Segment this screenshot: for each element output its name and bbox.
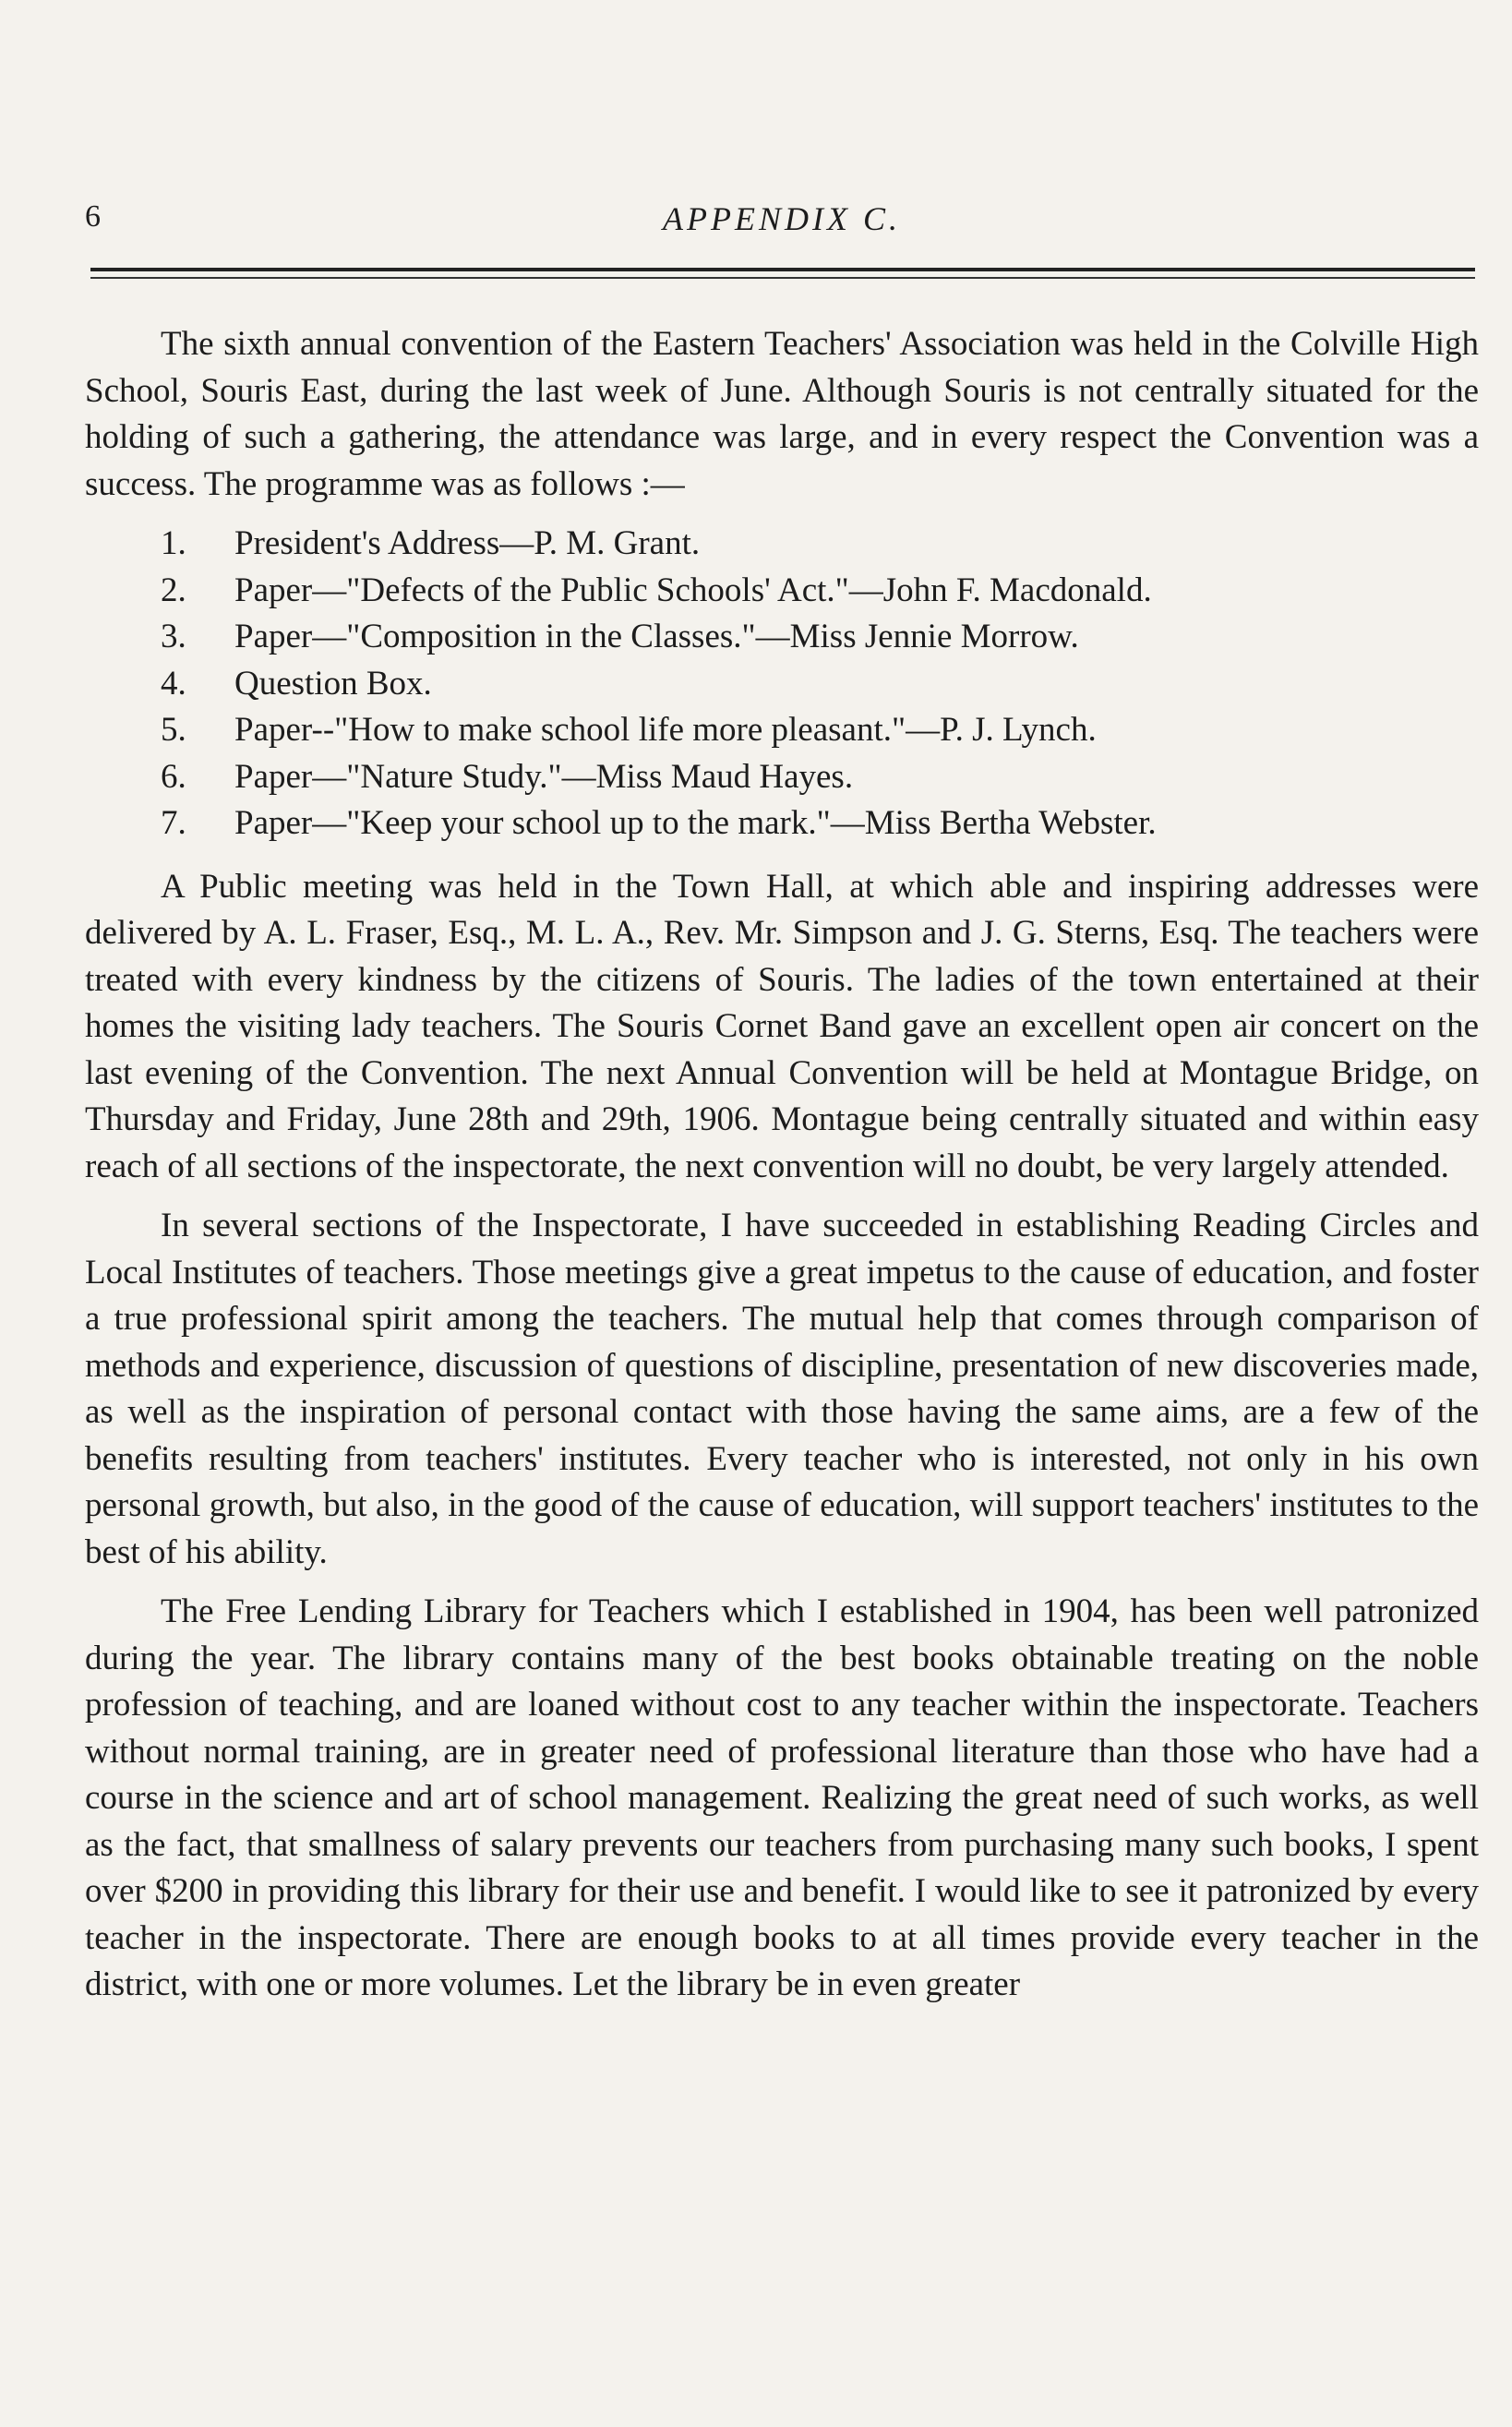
body-text [85,321,1479,2022]
list-item-text: Paper—"Nature Study."—Miss Maud Hayes. [234,757,854,796]
list-item-number: 5. [161,711,186,749]
list-item [85,661,1479,708]
paragraph-reading-circles: In several sections of the Inspectorate, I have succeeded in establishing Reading Circles and Local Institutes of teachers. Those meetings give a great impetus to the cause of education, and foster a true professional spirit among the teachers. The mutual help that comes through comparison of methods and experience, discussion of questions of discipline, presentation of new discoveries made, as well as the inspiration of personal contact with those having the same aims, are a few of the benefits resulting from teachers' institutes. Every teacher who is interested, not only in his own personal growth, but also, in the good of the cause of education, will support teachers' institutes to the best of his ability. [85,1207,1479,1571]
list-item [85,707,1479,754]
list-item-number: 7. [161,804,186,842]
list-item-number: 2. [161,571,186,609]
list-item [85,800,1479,847]
list-item-number: 4. [161,664,186,703]
header-rule-thin [90,277,1475,279]
list-item-text: President's Address—P. M. Grant. [234,524,701,562]
list-item-number: 6. [161,757,186,796]
list-item-number: 1. [161,524,186,562]
page-header [85,199,1479,247]
list-item-text: Paper—"Composition in the Classes."—Miss Jennie Morrow. [234,618,1079,655]
list-item [85,614,1479,661]
list-item-text: Paper--"How to make school life more pleasant."—P. J. Lynch. [234,711,1097,749]
paragraph-convention: The sixth annual convention of the Eastern Teachers' Association was held in the Colville High School, Souris East, during the last week of June. Although Souris is not centrally situated for the holding of such a gathering, the attendance was large, and in every respect the Convention was a success. The programme was as follows :— [85,325,1479,503]
list-item [85,568,1479,615]
list-item [85,521,1479,568]
page-number: 6 [85,199,101,234]
running-head: APPENDIX C. [663,200,901,237]
list-item-text: Paper—"Keep your school up to the mark."—Miss Bertha Webster. [234,804,1157,842]
list-item-text: Question Box. [234,664,432,703]
header-rule-thick [90,268,1475,271]
list-item-number: 3. [161,618,186,655]
programme-list [85,521,1479,847]
list-item-text: Paper—"Defects of the Public Schools' Act."—John F. Macdonald. [234,571,1152,609]
list-item [85,754,1479,801]
paragraph-lending-library: The Free Lending Library for Teachers which I established in 1904, has been well patronized during the year. The library contains many of the best books obtainable treating on the noble profession of teaching, and are loaned without cost to any teacher within the inspectorate. Teachers without normal training, are in greater need of professional literature than those who have had a course in the science and art of school management. Realizing the great need of such works, as well as the fact, that smallness of salary prevents our teachers from purchasing many such books, I spent over $200 in providing this library for their use and benefit. I would like to see it patronized by every teacher in the inspectorate. There are enough books to at all times provide every teacher in the district, with one or more volumes. Let the library be in even greater [85,1592,1479,2003]
paragraph-public-meeting: A Public meeting was held in the Town Hall, at which able and inspiring addresses were delivered by A. L. Fraser, Esq., M. L. A., Rev. Mr. Simpson and J. G. Sterns, Esq. The teachers were treated with every kindness by the citizens of Souris. The ladies of the town entertained at their homes the visiting lady teachers. The Souris Cornet Band gave an excellent open air concert on the last evening of the Convention. The next Annual Convention will be held at Montague Bridge, on Thursday and Friday, June 28th and 29th, 1906. Montague being centrally situated and within easy reach of all sections of the inspectorate, the next convention will no doubt, be very largely attended. [85,867,1479,1185]
